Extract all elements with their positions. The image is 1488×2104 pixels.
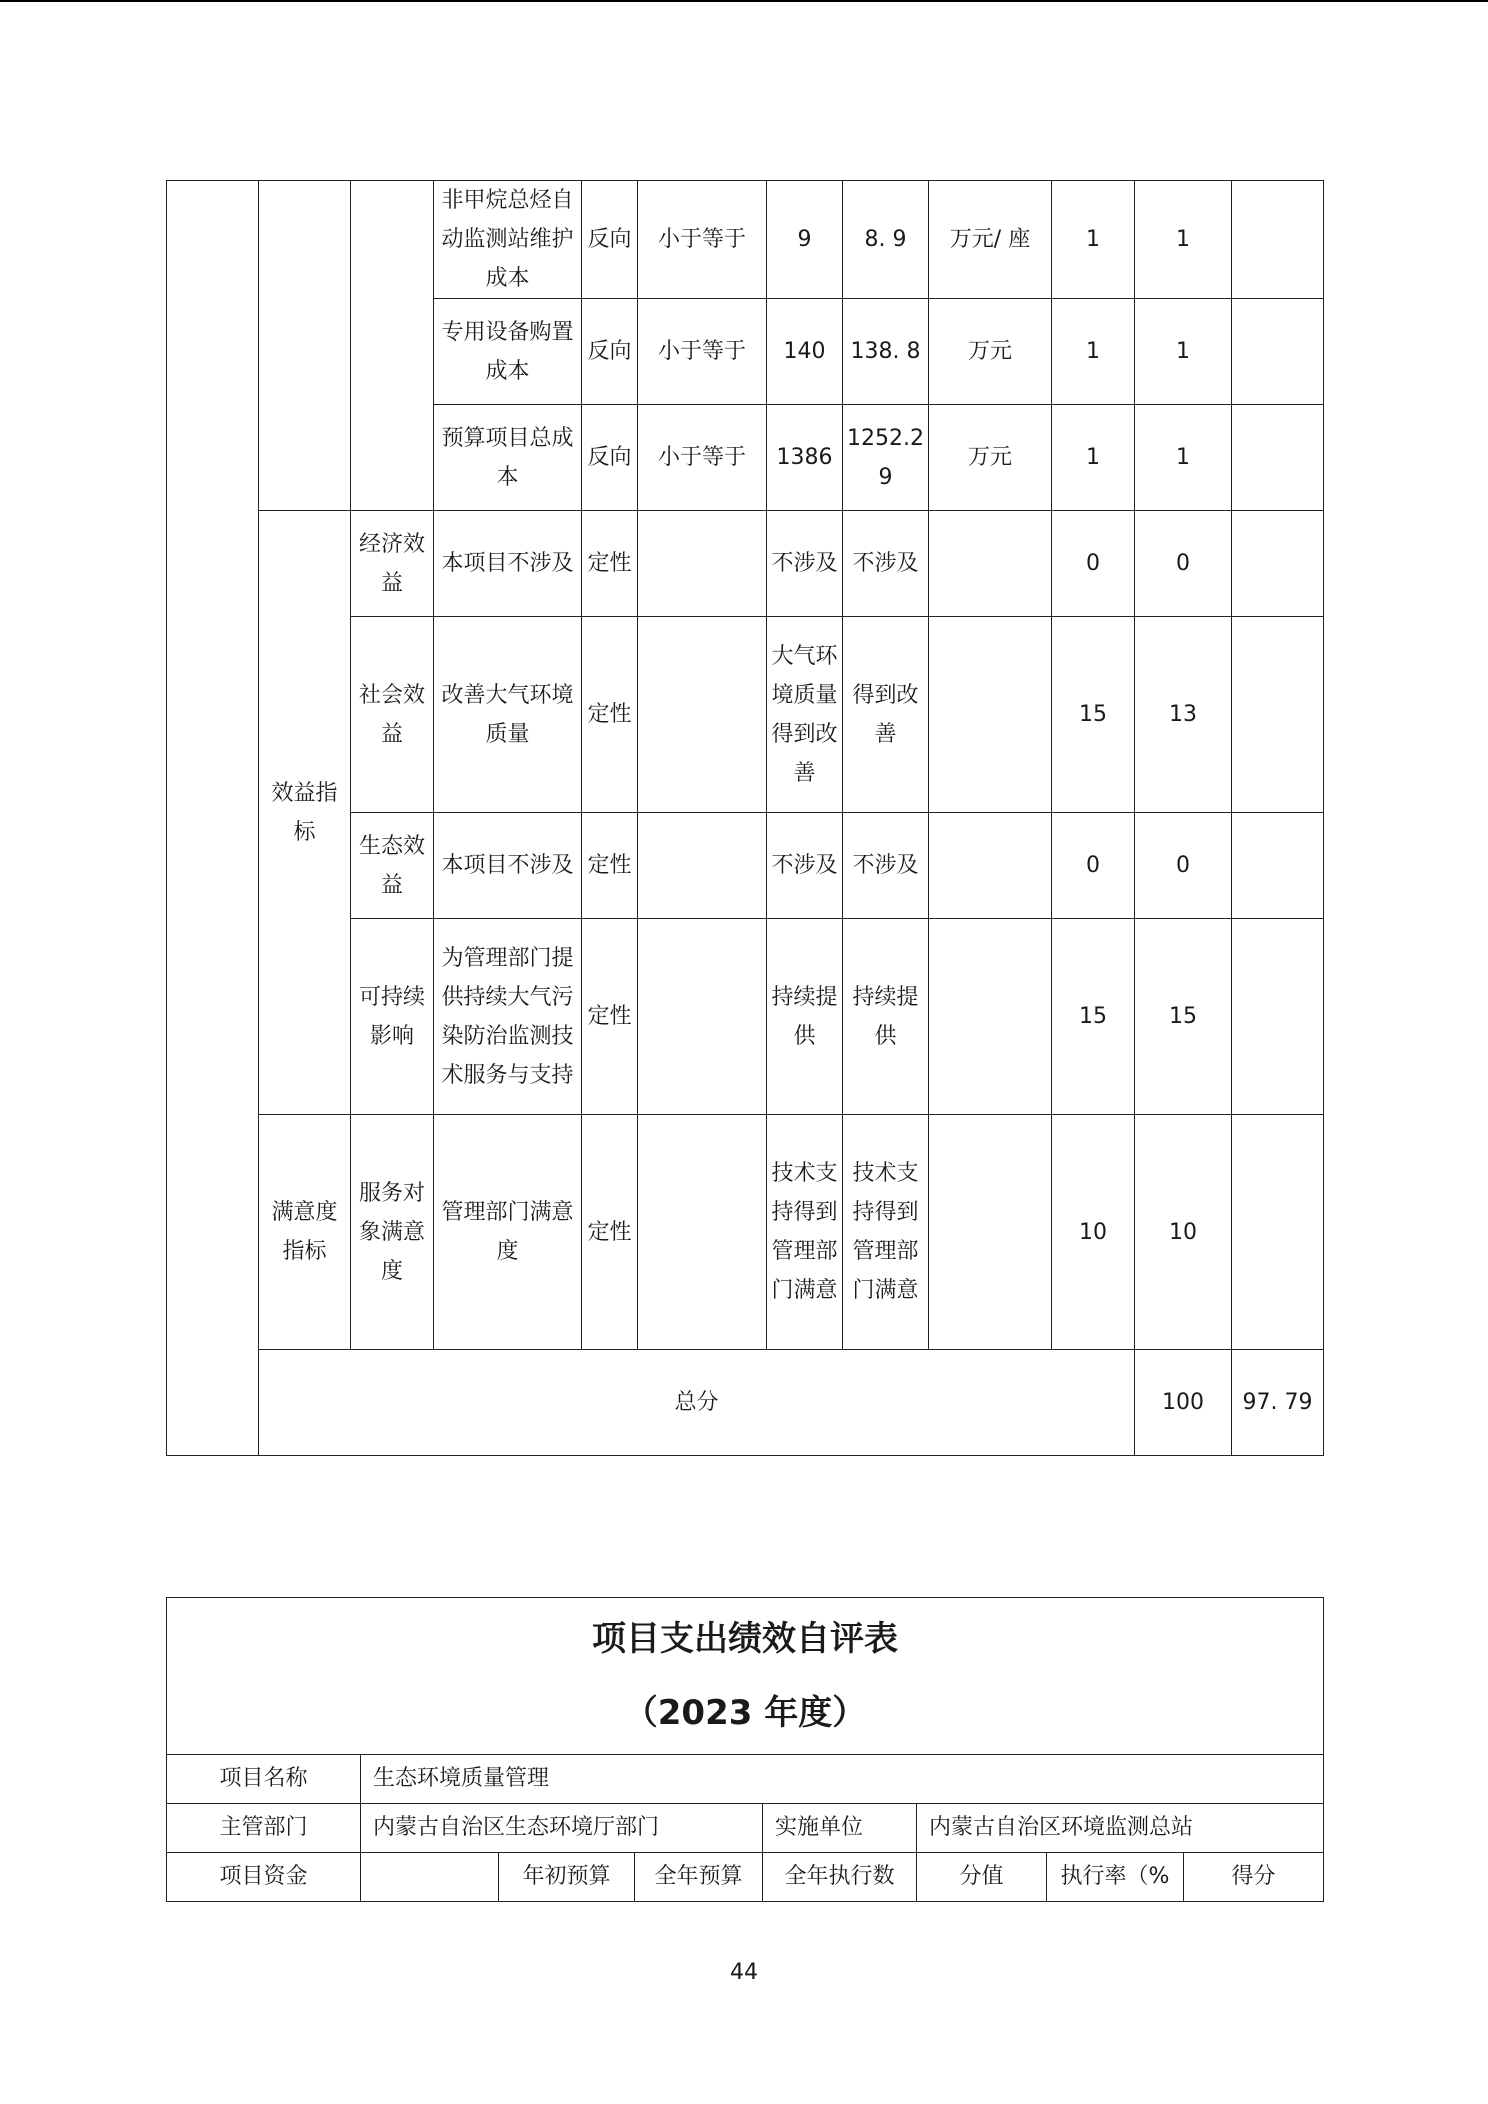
indicator-actual: 1252.29 (843, 405, 929, 511)
indicator-name: 管理部门满意度 (434, 1115, 582, 1350)
form-year: （2023 年度） (623, 1693, 867, 1733)
form-row (167, 1804, 1324, 1853)
form-title-cell (167, 1598, 1324, 1755)
indicator-unit: 万元 (929, 299, 1052, 405)
self-evaluation-form (166, 1597, 1324, 1902)
indicator-weight: 15 (1052, 919, 1135, 1115)
satisfaction-category: 满意度指标 (259, 1115, 351, 1350)
col-execution-rate: 执行率（% (1047, 1853, 1184, 1902)
indicator-target: 持续提供 (767, 919, 843, 1115)
indicator-actual: 技术支持得到管理部门满意 (843, 1115, 929, 1350)
col-value: 分值 (917, 1853, 1047, 1902)
col-initial-budget: 年初预算 (499, 1853, 635, 1902)
indicator-score: 13 (1135, 617, 1232, 813)
funds-blank (361, 1853, 499, 1902)
indicator-comparator: 小于等于 (638, 181, 767, 299)
indicator-target: 1386 (767, 405, 843, 511)
indicator-remark (1232, 405, 1324, 511)
indicator-remark (1232, 511, 1324, 617)
indicator-weight: 10 (1052, 1115, 1135, 1350)
top-border-line (0, 0, 1488, 2)
indicator-target: 不涉及 (767, 813, 843, 919)
form-title: 项目支出绩效自评表 (592, 1619, 898, 1659)
indicator-name: 专用设备购置成本 (434, 299, 582, 405)
indicator-actual: 不涉及 (843, 511, 929, 617)
indicator-target: 不涉及 (767, 511, 843, 617)
indicator-actual: 8. 9 (843, 181, 929, 299)
indicator-direction: 定性 (582, 617, 638, 813)
indicator-unit (929, 813, 1052, 919)
project-name-value: 生态环境质量管理 (361, 1755, 1324, 1804)
page-number: 44 (730, 1960, 758, 1985)
indicator-remark (1232, 813, 1324, 919)
indicator-actual: 持续提供 (843, 919, 929, 1115)
indicator-name: 改善大气环境质量 (434, 617, 582, 813)
indicator-actual: 不涉及 (843, 813, 929, 919)
indicator-unit (929, 1115, 1052, 1350)
table-row (167, 1115, 1324, 1350)
indicator-comparator (638, 919, 767, 1115)
table-row (167, 511, 1324, 617)
project-name-label: 项目名称 (167, 1755, 361, 1804)
indicator-weight: 15 (1052, 617, 1135, 813)
indicator-weight: 0 (1052, 813, 1135, 919)
indicator-direction: 定性 (582, 813, 638, 919)
total-label: 总分 (259, 1350, 1135, 1456)
indicator-subcategory: 生态效益 (351, 813, 434, 919)
indicator-subcategory: 社会效益 (351, 617, 434, 813)
indicator-weight: 0 (1052, 511, 1135, 617)
indicator-score: 15 (1135, 919, 1232, 1115)
level2-cell-empty (259, 181, 351, 511)
indicator-subcategory: 经济效益 (351, 511, 434, 617)
indicator-comparator (638, 1115, 767, 1350)
indicator-name: 本项目不涉及 (434, 511, 582, 617)
indicator-direction: 定性 (582, 919, 638, 1115)
level3-cell-empty (351, 181, 434, 511)
indicator-weight: 1 (1052, 405, 1135, 511)
total-weight: 100 (1135, 1350, 1232, 1456)
indicator-unit (929, 511, 1052, 617)
indicator-comparator: 小于等于 (638, 405, 767, 511)
indicator-score: 10 (1135, 1115, 1232, 1350)
indicator-comparator (638, 511, 767, 617)
indicator-comparator: 小于等于 (638, 299, 767, 405)
dept-value: 内蒙古自治区生态环境厅部门 (361, 1804, 763, 1853)
indicator-unit (929, 919, 1052, 1115)
indicator-remark (1232, 299, 1324, 405)
impl-label: 实施单位 (763, 1804, 917, 1853)
indicator-score: 0 (1135, 813, 1232, 919)
indicator-score: 1 (1135, 181, 1232, 299)
indicator-unit: 万元/ 座 (929, 181, 1052, 299)
indicator-remark (1232, 181, 1324, 299)
indicator-score: 1 (1135, 405, 1232, 511)
col-score: 得分 (1184, 1853, 1324, 1902)
total-score: 97. 79 (1232, 1350, 1324, 1456)
indicator-remark (1232, 617, 1324, 813)
col-annual-budget: 全年预算 (635, 1853, 763, 1902)
benefit-category: 效益指标 (259, 511, 351, 1115)
dept-label: 主管部门 (167, 1804, 361, 1853)
indicator-score: 1 (1135, 299, 1232, 405)
indicator-target: 140 (767, 299, 843, 405)
indicator-remark (1232, 1115, 1324, 1350)
indicator-direction: 反向 (582, 181, 638, 299)
funds-label: 项目资金 (167, 1853, 361, 1902)
indicator-subcategory: 可持续影响 (351, 919, 434, 1115)
indicator-direction: 定性 (582, 511, 638, 617)
performance-indicator-table (166, 180, 1324, 1456)
table-row (167, 181, 1324, 299)
impl-value: 内蒙古自治区环境监测总站 (917, 1804, 1324, 1853)
indicator-direction: 反向 (582, 299, 638, 405)
col-annual-execution: 全年执行数 (763, 1853, 917, 1902)
indicator-name: 为管理部门提供持续大气污染防治监测技术服务与支持 (434, 919, 582, 1115)
indicator-target: 技术支持得到管理部门满意 (767, 1115, 843, 1350)
indicator-remark (1232, 919, 1324, 1115)
indicator-name: 预算项目总成本 (434, 405, 582, 511)
indicator-score: 0 (1135, 511, 1232, 617)
indicator-direction: 定性 (582, 1115, 638, 1350)
indicator-target: 9 (767, 181, 843, 299)
level1-cell-empty (167, 181, 259, 1456)
indicator-comparator (638, 813, 767, 919)
indicator-unit (929, 617, 1052, 813)
indicator-weight: 1 (1052, 181, 1135, 299)
indicator-name: 非甲烷总烃自动监测站维护成本 (434, 181, 582, 299)
form-title-row (167, 1598, 1324, 1755)
indicator-weight: 1 (1052, 299, 1135, 405)
indicator-subcategory: 服务对象满意度 (351, 1115, 434, 1350)
indicator-actual: 得到改善 (843, 617, 929, 813)
indicator-direction: 反向 (582, 405, 638, 511)
indicator-target: 大气环境质量得到改善 (767, 617, 843, 813)
indicator-unit: 万元 (929, 405, 1052, 511)
total-row (167, 1350, 1324, 1456)
form-row (167, 1755, 1324, 1804)
indicator-comparator (638, 617, 767, 813)
indicator-actual: 138. 8 (843, 299, 929, 405)
indicator-name: 本项目不涉及 (434, 813, 582, 919)
form-row (167, 1853, 1324, 1902)
